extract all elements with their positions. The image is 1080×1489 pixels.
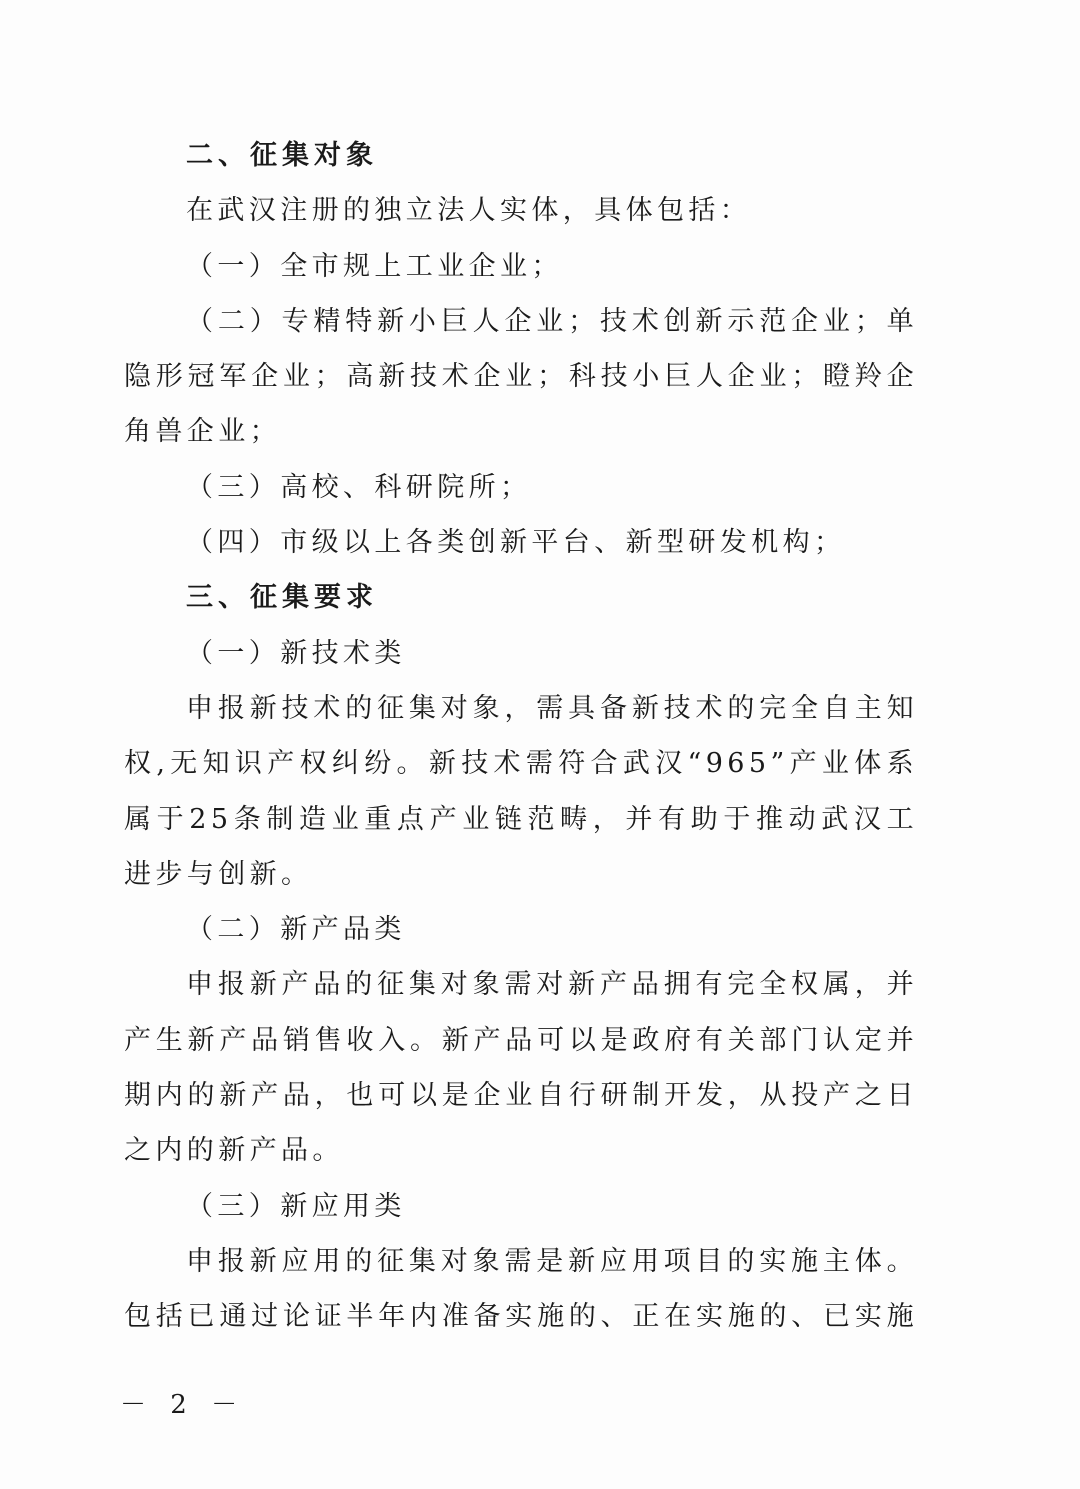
page-number: － 2 －	[120, 1390, 246, 1420]
text-line: 申报新应用的征集对象需是新应用项目的实施主体。	[186, 1245, 918, 1277]
text-line: （二）新产品类	[186, 914, 406, 946]
text-line: 隐形冠军企业；高新技术企业；科技小巨人企业；瞪羚企	[124, 361, 918, 393]
text-line: 角兽企业；	[124, 416, 281, 448]
text-line: 进步与创新。	[124, 858, 313, 890]
text-line: 申报新产品的征集对象需对新产品拥有完全权属，并	[186, 969, 918, 1001]
text-line: 产生新产品销售收入。新产品可以是政府有关部门认定并	[124, 1024, 918, 1056]
text-line: （四）市级以上各类创新平台、新型研发机构；	[186, 527, 846, 559]
text-line: （一）全市规上工业企业；	[186, 250, 563, 282]
text-line: （二）专精特新小巨人企业；技术创新示范企业；单	[186, 305, 918, 337]
text-line: 申报新技术的征集对象，需具备新技术的完全自主知	[186, 692, 918, 724]
document-body	[124, 128, 918, 1345]
section-heading: 二、征集对象	[186, 140, 378, 171]
text-line: 期内的新产品，也可以是企业自行研制开发，从投产之日	[124, 1080, 918, 1112]
text-line: （三）高校、科研院所；	[186, 471, 532, 503]
text-line: 包括已通过论证半年内准备实施的、正在实施的、已实施	[124, 1301, 918, 1333]
text-line: （一）新技术类	[186, 637, 406, 669]
text-line: （三）新应用类	[186, 1190, 406, 1222]
text-line: 之内的新产品。	[124, 1135, 344, 1167]
text-line: 属于25条制造业重点产业链范畴，并有助于推动武汉工	[124, 803, 918, 835]
text-line: 权,无知识产权纠纷。新技术需符合武汉“965”产业体系	[124, 748, 918, 780]
section-heading: 三、征集要求	[186, 582, 378, 614]
text-line: 在武汉注册的独立法人实体，具体包括：	[186, 195, 752, 227]
